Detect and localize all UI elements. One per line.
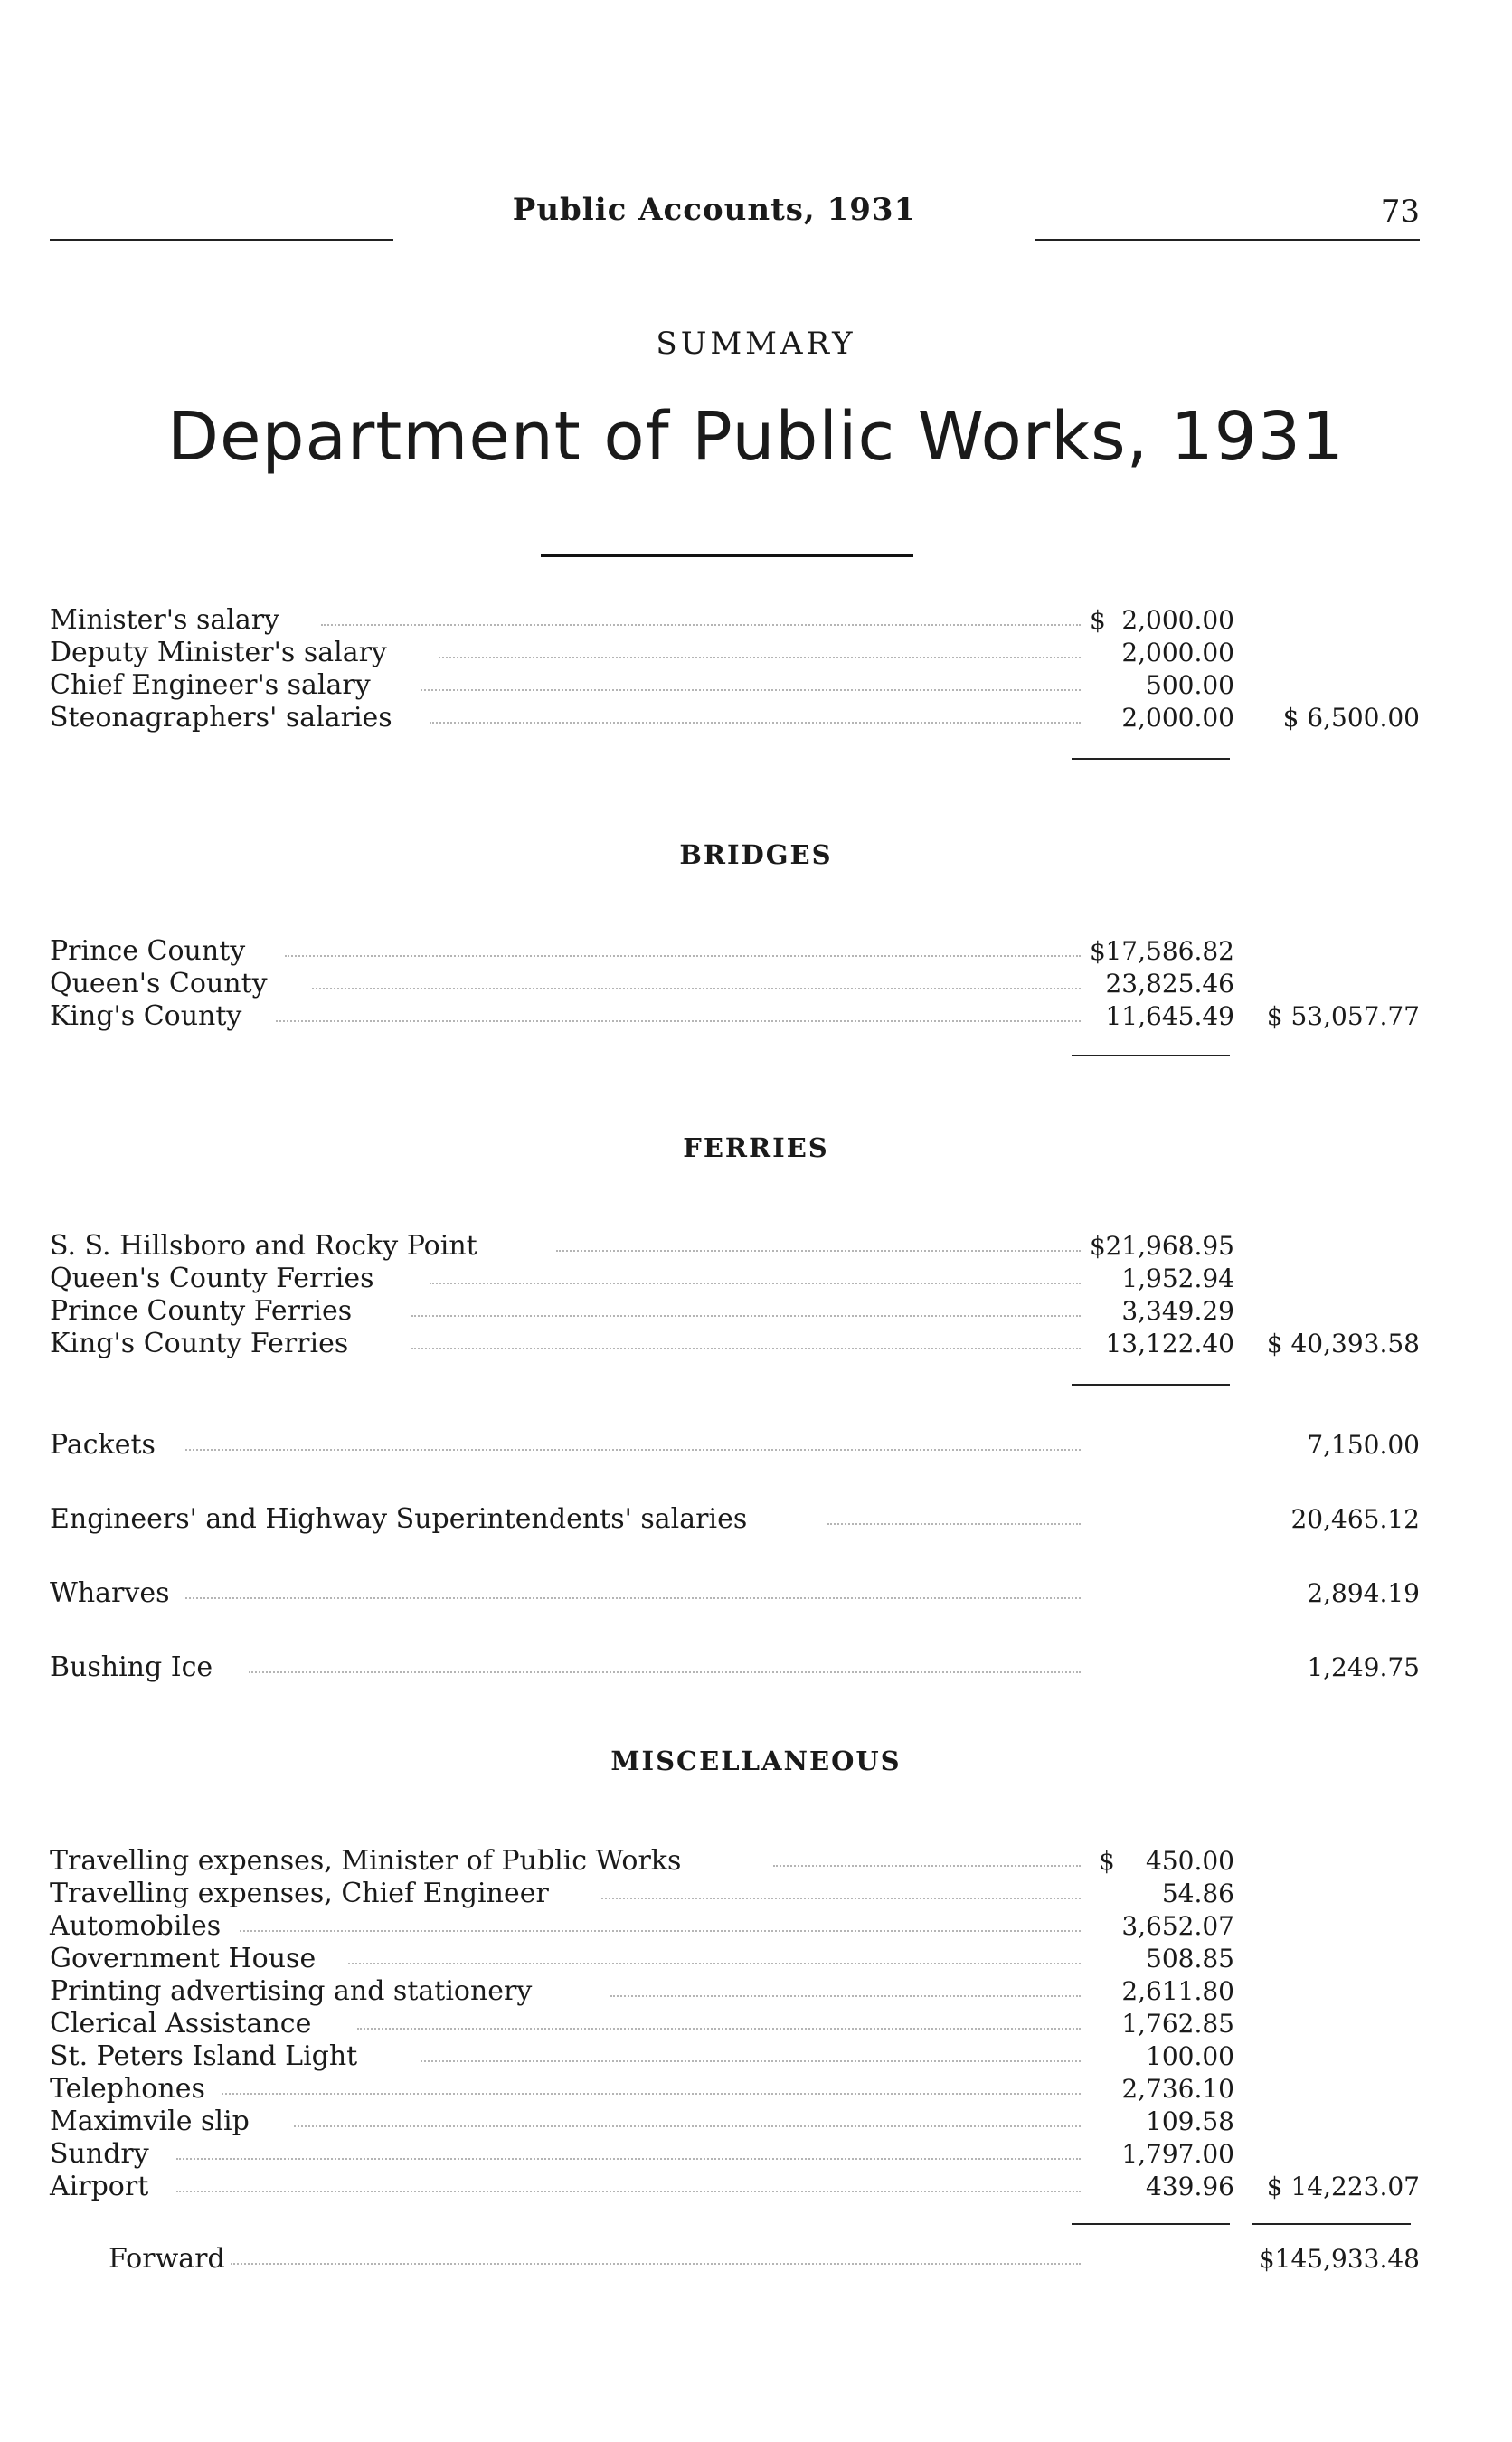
item-amount: 1,762.85 xyxy=(1121,2009,1234,2039)
ledger-row xyxy=(50,1503,1420,1536)
currency-sign: $ xyxy=(1090,1231,1106,1261)
item-label: S. S. Hillsboro and Rocky Point xyxy=(50,1230,477,1262)
leader-dots xyxy=(430,1283,1081,1284)
section-total: $ 40,393.58 xyxy=(1266,1329,1420,1358)
item-label: Chief Engineer's salary xyxy=(50,669,371,701)
leader-dots xyxy=(610,1995,1081,1997)
ledger-row xyxy=(50,604,1420,637)
section-heading-bridges: BRIDGES xyxy=(679,839,833,870)
summary-label: SUMMARY xyxy=(656,326,856,362)
section-total: $ 53,057.77 xyxy=(1266,1001,1420,1031)
item-label: Travelling expenses, Chief Engineer xyxy=(50,1878,549,1909)
leader-dots xyxy=(556,1250,1081,1252)
ledger-row xyxy=(50,968,1420,1000)
leader-dots xyxy=(411,1348,1081,1349)
running-title: Public Accounts, 1931 xyxy=(512,192,917,228)
ledger-row xyxy=(50,1975,1420,2008)
item-total: 20,465.12 xyxy=(1290,1504,1420,1534)
leader-dots xyxy=(601,1898,1081,1899)
ledger-row xyxy=(50,1845,1420,1878)
leader-dots xyxy=(176,2158,1081,2160)
item-label: Telephones xyxy=(50,2073,205,2105)
item-amount: 2,000.00 xyxy=(1121,703,1234,733)
ledger-row xyxy=(50,1263,1420,1295)
section-heading-ferries: FERRIES xyxy=(683,1132,829,1163)
item-label: Airport xyxy=(50,2171,149,2202)
item-total: 2,894.19 xyxy=(1307,1578,1420,1608)
leader-dots xyxy=(240,1930,1081,1932)
leader-dots xyxy=(439,657,1081,658)
item-label: Sundry xyxy=(50,2138,149,2170)
ledger-row xyxy=(50,2171,1420,2203)
item-amount: 17,586.82 xyxy=(1105,936,1234,966)
sum-rule xyxy=(1072,758,1230,760)
sum-rule xyxy=(1072,1384,1230,1386)
leader-dots xyxy=(312,988,1081,989)
item-label: Wharves xyxy=(50,1577,170,1609)
leader-dots xyxy=(276,1020,1081,1022)
ledger-row xyxy=(50,2106,1420,2138)
item-amount: 508.85 xyxy=(1146,1944,1234,1973)
item-amount: 2,000.00 xyxy=(1121,605,1234,635)
item-total: 1,249.75 xyxy=(1307,1652,1420,1682)
ledger-row xyxy=(50,637,1420,669)
leader-dots xyxy=(185,1597,1081,1599)
forward-total: $145,933.48 xyxy=(1258,2244,1420,2274)
leader-dots xyxy=(773,1865,1081,1867)
item-label: Bushing Ice xyxy=(50,1652,213,1683)
leader-dots xyxy=(348,1963,1081,1964)
ledger-row xyxy=(50,2138,1420,2171)
ledger-row xyxy=(50,1943,1420,1975)
currency-sign: $ xyxy=(1099,1846,1115,1876)
header-rule-left xyxy=(50,239,393,241)
item-total: 7,150.00 xyxy=(1307,1430,1420,1460)
item-label: Prince County Ferries xyxy=(50,1295,353,1327)
item-amount: 450.00 xyxy=(1146,1846,1234,1876)
item-amount: 2,000.00 xyxy=(1121,638,1234,667)
item-amount: 2,736.10 xyxy=(1121,2074,1234,2104)
currency-sign: $ xyxy=(1090,936,1106,966)
item-amount: 109.58 xyxy=(1146,2106,1234,2136)
ledger-row xyxy=(50,1295,1420,1328)
item-amount: 3,349.29 xyxy=(1121,1296,1234,1326)
item-amount: 54.86 xyxy=(1161,1879,1234,1908)
leader-dots xyxy=(827,1523,1081,1525)
leader-dots xyxy=(421,2060,1081,2062)
leader-dots xyxy=(411,1315,1081,1317)
sum-rule xyxy=(1252,2223,1411,2225)
item-label: Clerical Assistance xyxy=(50,2008,312,2040)
leader-dots xyxy=(421,689,1081,691)
item-label: St. Peters Island Light xyxy=(50,2040,358,2072)
item-label: Queen's County Ferries xyxy=(50,1263,374,1294)
page-title: Department of Public Works, 1931 xyxy=(167,398,1345,476)
item-amount: 21,968.95 xyxy=(1105,1231,1234,1261)
item-amount: 13,122.40 xyxy=(1105,1329,1234,1358)
ledger-row xyxy=(50,1000,1420,1033)
section-total: $ 14,223.07 xyxy=(1266,2172,1420,2201)
ledger-row xyxy=(50,1910,1420,1943)
ledger-row xyxy=(50,1878,1420,1910)
leader-dots xyxy=(294,2125,1081,2127)
leader-dots xyxy=(185,1449,1081,1451)
ledger-row xyxy=(50,2073,1420,2106)
item-label: Prince County xyxy=(50,935,246,967)
section-total: $ 6,500.00 xyxy=(1282,703,1420,733)
item-label: Packets xyxy=(50,1429,156,1461)
item-label: Travelling expenses, Minister of Public Works xyxy=(50,1845,682,1877)
item-label: Steonagraphers' salaries xyxy=(50,702,392,734)
ledger-row xyxy=(50,702,1420,734)
item-label: Maximvile slip xyxy=(50,2106,250,2137)
ledger-row xyxy=(50,1577,1420,1610)
leader-dots xyxy=(231,2263,1081,2265)
leader-dots xyxy=(430,722,1081,724)
leader-dots xyxy=(176,2191,1081,2192)
item-label: King's County xyxy=(50,1000,242,1032)
ledger-row xyxy=(50,669,1420,702)
forward-label: Forward xyxy=(109,2243,225,2275)
item-amount: 23,825.46 xyxy=(1105,969,1234,999)
item-label: Minister's salary xyxy=(50,604,280,636)
item-label: Printing advertising and stationery xyxy=(50,1975,533,2007)
ledger-row-forward xyxy=(50,2243,1420,2276)
sum-rule xyxy=(1072,1055,1230,1056)
ledger-row xyxy=(50,2040,1420,2073)
sum-rule xyxy=(1072,2223,1230,2225)
title-rule xyxy=(541,554,913,557)
currency-sign: $ xyxy=(1090,605,1106,635)
item-label: Automobiles xyxy=(50,1910,222,1942)
item-amount: 100.00 xyxy=(1146,2041,1234,2071)
section-heading-miscellaneous: MISCELLANEOUS xyxy=(610,1746,902,1776)
ledger-row xyxy=(50,1652,1420,1684)
page-header xyxy=(50,181,1420,253)
item-amount: 3,652.07 xyxy=(1121,1911,1234,1941)
item-amount: 1,797.00 xyxy=(1121,2139,1234,2169)
item-amount: 500.00 xyxy=(1146,670,1234,700)
item-amount: 1,952.94 xyxy=(1121,1264,1234,1293)
leader-dots xyxy=(321,624,1081,626)
ledger-row xyxy=(50,1429,1420,1462)
item-label: Queen's County xyxy=(50,968,268,999)
leader-dots xyxy=(357,2028,1081,2030)
item-label: Government House xyxy=(50,1943,317,1974)
item-amount: 2,611.80 xyxy=(1121,1976,1234,2006)
header-rule-right xyxy=(1035,239,1420,241)
leader-dots xyxy=(249,1671,1081,1673)
item-label: Deputy Minister's salary xyxy=(50,637,387,668)
item-amount: 439.96 xyxy=(1146,2172,1234,2201)
page-number: 73 xyxy=(1380,194,1420,230)
item-label: King's County Ferries xyxy=(50,1328,349,1359)
item-label: Engineers' and Highway Superintendents' salaries xyxy=(50,1503,748,1535)
leader-dots xyxy=(285,955,1081,957)
ledger-row xyxy=(50,1328,1420,1360)
ledger-row xyxy=(50,1230,1420,1263)
item-amount: 11,645.49 xyxy=(1105,1001,1234,1031)
ledger-row xyxy=(50,2008,1420,2040)
ledger-row xyxy=(50,935,1420,968)
leader-dots xyxy=(222,2093,1081,2095)
